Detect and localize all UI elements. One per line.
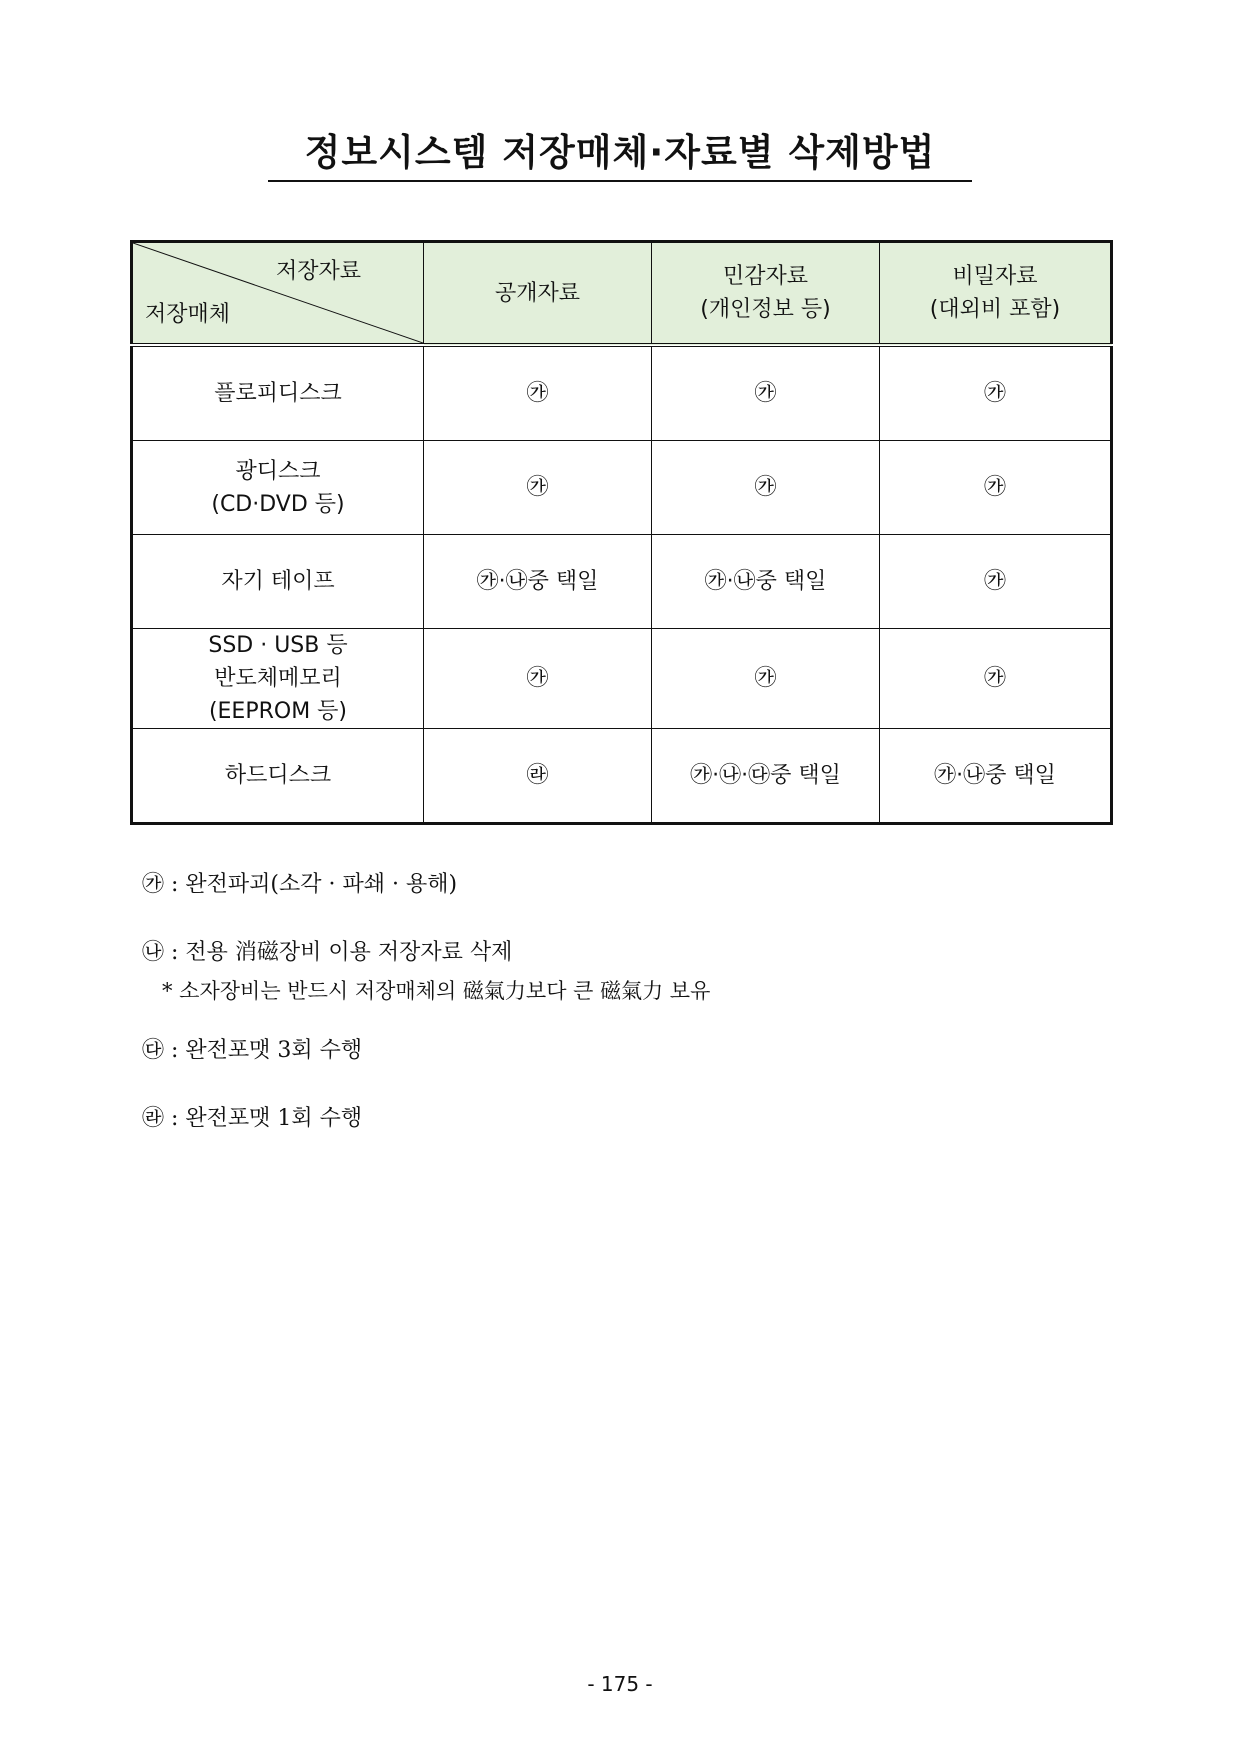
corner-label-data: 저장자료 [275, 259, 361, 284]
header-sensitive-label: 민감자료 [722, 264, 808, 289]
note-format-3x: ㉰ : 완전포맷 3회 수행 [142, 1038, 363, 1063]
media-cell [132, 441, 424, 535]
header-secret-label: 비밀자료 [952, 264, 1038, 289]
media-detail: 반도체메모리 [214, 666, 342, 691]
sensitive-cell: ㉮ [652, 629, 880, 729]
public-cell: ㉱ [424, 729, 652, 824]
deletion-method-table [130, 240, 1113, 825]
page-number: - 175 - [587, 1672, 653, 1696]
corner-label-media: 저장매체 [145, 302, 231, 327]
header-public-label: 공개자료 [494, 280, 580, 306]
note-complete-destruction: ㉮ : 완전파괴(소각 · 파쇄 · 용해) [142, 872, 458, 897]
table-row [132, 629, 1112, 729]
corner-header-cell [132, 242, 424, 346]
media-cell [132, 345, 424, 441]
header-sensitive-note: (개인정보 등) [700, 297, 831, 322]
media-name: 하드디스크 [224, 763, 332, 788]
note-format-1x: ㉱ : 완전포맷 1회 수행 [142, 1106, 363, 1131]
header-row [132, 242, 1112, 346]
secret-cell: ㉮ [880, 535, 1112, 629]
legend-notes [142, 870, 710, 1134]
header-sensitive [652, 242, 880, 346]
note-degausser-detail: * 소자장비는 반드시 저장매체의 磁氣力보다 큰 磁氣力 보유 [162, 979, 711, 1003]
header-public [424, 242, 652, 346]
title-underline [268, 180, 972, 182]
page-title: 정보시스템 저장매체·자료별 삭제방법 [304, 131, 936, 174]
header-secret-note: (대외비 포함) [929, 297, 1061, 322]
sensitive-cell: ㉮·㉯·㉰중 택일 [652, 729, 880, 824]
media-cell [132, 629, 424, 729]
public-cell: ㉮ [424, 629, 652, 729]
public-cell: ㉮ [424, 345, 652, 441]
media-cell [132, 535, 424, 629]
header-secret [880, 242, 1112, 346]
note-degausser: ㉯ : 전용 消磁장비 이용 저장자료 삭제 [142, 940, 513, 965]
public-cell: ㉮·㉯중 택일 [424, 535, 652, 629]
secret-cell: ㉮ [880, 441, 1112, 535]
table-row [132, 729, 1112, 824]
media-name: 플로피디스크 [214, 381, 342, 406]
secret-cell: ㉮ [880, 345, 1112, 441]
media-name: 자기 테이프 [221, 569, 335, 594]
secret-cell: ㉮·㉯중 택일 [880, 729, 1112, 824]
sensitive-cell: ㉮·㉯중 택일 [652, 535, 880, 629]
public-cell: ㉮ [424, 441, 652, 535]
media-name: SSD · USB 등 [208, 633, 348, 658]
sensitive-cell: ㉮ [652, 441, 880, 535]
media-detail: (CD·DVD 등) [211, 491, 345, 517]
media-cell [132, 729, 424, 824]
media-name: 광디스크 [235, 458, 321, 484]
sensitive-cell: ㉮ [652, 345, 880, 441]
media-detail-2: (EEPROM 등) [208, 699, 348, 724]
table-row [132, 441, 1112, 535]
table-row [132, 535, 1112, 629]
secret-cell: ㉮ [880, 629, 1112, 729]
table-row [132, 345, 1112, 441]
